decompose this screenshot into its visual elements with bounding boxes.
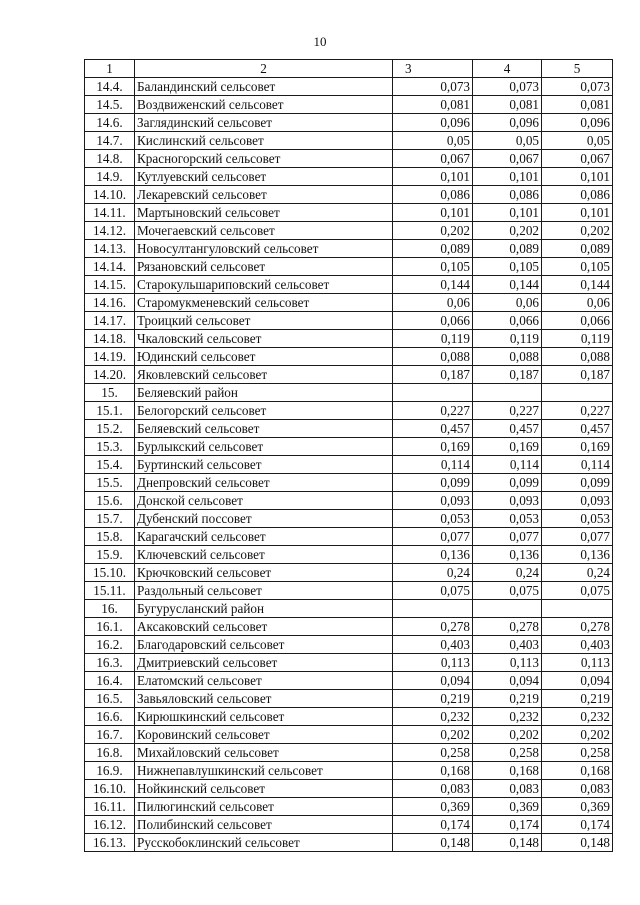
municipality-name-cell: Бурлыкский сельсовет (135, 438, 393, 456)
table-row (85, 384, 613, 402)
value-cell-col5: 0,081 (542, 96, 613, 114)
value-cell-col5: 0,105 (542, 258, 613, 276)
municipality-name-cell: Михайловский сельсовет (135, 744, 393, 762)
value-cell-col3: 0,066 (393, 312, 473, 330)
value-cell-col4: 0,067 (473, 150, 542, 168)
municipality-name-cell: Дмитриевский сельсовет (135, 654, 393, 672)
value-cell-col5: 0,403 (542, 636, 613, 654)
row-number-cell: 14.11. (85, 204, 135, 222)
value-cell-col4: 0,088 (473, 348, 542, 366)
row-number-cell: 15.4. (85, 456, 135, 474)
municipality-name-cell: Кислинский сельсовет (135, 132, 393, 150)
table-row (85, 438, 613, 456)
value-cell-col4: 0,119 (473, 330, 542, 348)
value-cell-col3: 0,06 (393, 294, 473, 312)
value-cell-col3: 0,067 (393, 150, 473, 168)
table-row (85, 150, 613, 168)
value-cell-col5: 0,101 (542, 168, 613, 186)
table-row (85, 744, 613, 762)
table-row (85, 330, 613, 348)
value-cell-col3: 0,073 (393, 78, 473, 96)
value-cell-col3: 0,258 (393, 744, 473, 762)
value-cell-col3: 0,119 (393, 330, 473, 348)
value-cell-col5: 0,136 (542, 546, 613, 564)
table-row (85, 654, 613, 672)
value-cell-col5: 0,24 (542, 564, 613, 582)
value-cell-col4: 0,114 (473, 456, 542, 474)
value-cell-col4: 0,086 (473, 186, 542, 204)
value-cell-col3: 0,219 (393, 690, 473, 708)
table-row (85, 834, 613, 852)
table-row (85, 600, 613, 618)
table-row (85, 672, 613, 690)
value-cell-col5: 0,094 (542, 672, 613, 690)
value-cell-col5: 0,174 (542, 816, 613, 834)
table-row (85, 204, 613, 222)
table-row (85, 564, 613, 582)
value-cell-col5: 0,096 (542, 114, 613, 132)
value-cell-col4: 0,094 (473, 672, 542, 690)
value-cell-col4: 0,066 (473, 312, 542, 330)
municipality-name-cell: Чкаловский сельсовет (135, 330, 393, 348)
municipality-name-cell: Днепровский сельсовет (135, 474, 393, 492)
row-number-cell: 14.9. (85, 168, 135, 186)
page-number: 10 (313, 34, 327, 49)
municipality-name-cell: Новосултангуловский сельсовет (135, 240, 393, 258)
value-cell-col4: 0,174 (473, 816, 542, 834)
value-cell-col3: 0,227 (393, 402, 473, 420)
table-row (85, 78, 613, 96)
value-cell-col5 (542, 600, 613, 618)
municipality-name-cell: Кирюшкинский сельсовет (135, 708, 393, 726)
value-cell-col4: 0,113 (473, 654, 542, 672)
value-cell-col4: 0,202 (473, 222, 542, 240)
table-row (85, 348, 613, 366)
value-cell-col4: 0,081 (473, 96, 542, 114)
value-cell-col3: 0,105 (393, 258, 473, 276)
value-cell-col4 (473, 384, 542, 402)
row-number-cell: 15.8. (85, 528, 135, 546)
municipality-name-cell: Яковлевский сельсовет (135, 366, 393, 384)
value-cell-col3: 0,113 (393, 654, 473, 672)
value-cell-col3: 0,077 (393, 528, 473, 546)
municipality-name-cell: Нойкинский сельсовет (135, 780, 393, 798)
municipality-name-cell: Баландинский сельсовет (135, 78, 393, 96)
row-number-cell: 14.16. (85, 294, 135, 312)
municipality-name-cell: Карагачский сельсовет (135, 528, 393, 546)
table-row (85, 528, 613, 546)
value-cell-col3: 0,144 (393, 276, 473, 294)
value-cell-col4: 0,219 (473, 690, 542, 708)
value-cell-col3: 0,136 (393, 546, 473, 564)
row-number-cell: 14.17. (85, 312, 135, 330)
value-cell-col5: 0,113 (542, 654, 613, 672)
municipality-name-cell: Нижнепавлушкинский сельсовет (135, 762, 393, 780)
value-cell-col5: 0,101 (542, 204, 613, 222)
table-row (85, 474, 613, 492)
municipality-name-cell: Пилюгинский сельсовет (135, 798, 393, 816)
value-cell-col3: 0,083 (393, 780, 473, 798)
row-number-cell: 15.10. (85, 564, 135, 582)
value-cell-col3: 0,403 (393, 636, 473, 654)
value-cell-col5: 0,053 (542, 510, 613, 528)
value-cell-col5: 0,144 (542, 276, 613, 294)
table-row (85, 690, 613, 708)
municipality-name-cell: Коровинский сельсовет (135, 726, 393, 744)
table-row (85, 240, 613, 258)
table-header-row (85, 60, 613, 78)
table-row (85, 546, 613, 564)
row-number-cell: 16.10. (85, 780, 135, 798)
value-cell-col3: 0,169 (393, 438, 473, 456)
value-cell-col4: 0,202 (473, 726, 542, 744)
table-row (85, 96, 613, 114)
value-cell-col3: 0,187 (393, 366, 473, 384)
row-number-cell: 14.20. (85, 366, 135, 384)
municipality-name-cell: Кутлуевский сельсовет (135, 168, 393, 186)
municipality-name-cell: Мочегаевский сельсовет (135, 222, 393, 240)
value-cell-col5: 0,169 (542, 438, 613, 456)
municipality-name-cell: Лекаревский сельсовет (135, 186, 393, 204)
row-number-cell: 16.13. (85, 834, 135, 852)
municipality-name-cell: Юдинский сельсовет (135, 348, 393, 366)
value-cell-col3: 0,168 (393, 762, 473, 780)
row-number-cell: 14.7. (85, 132, 135, 150)
row-number-cell: 16.7. (85, 726, 135, 744)
value-cell-col4: 0,101 (473, 168, 542, 186)
value-cell-col3: 0,075 (393, 582, 473, 600)
row-number-cell: 16.11. (85, 798, 135, 816)
row-number-cell: 16.1. (85, 618, 135, 636)
value-cell-col4: 0,144 (473, 276, 542, 294)
table-row (85, 294, 613, 312)
value-cell-col4: 0,169 (473, 438, 542, 456)
value-cell-col5: 0,099 (542, 474, 613, 492)
municipality-name-cell: Бугурусланский район (135, 600, 393, 618)
value-cell-col5: 0,066 (542, 312, 613, 330)
municipality-name-cell: Заглядинский сельсовет (135, 114, 393, 132)
row-number-cell: 16.2. (85, 636, 135, 654)
value-cell-col5: 0,168 (542, 762, 613, 780)
row-number-cell: 14.14. (85, 258, 135, 276)
table-row (85, 258, 613, 276)
value-cell-col3: 0,081 (393, 96, 473, 114)
column-header: 5 (542, 60, 613, 78)
table-row (85, 780, 613, 798)
value-cell-col5: 0,083 (542, 780, 613, 798)
value-cell-col4: 0,075 (473, 582, 542, 600)
municipality-name-cell: Благодаровский сельсовет (135, 636, 393, 654)
row-number-cell: 16.6. (85, 708, 135, 726)
row-number-cell: 14.13. (85, 240, 135, 258)
value-cell-col5: 0,278 (542, 618, 613, 636)
value-cell-col4: 0,187 (473, 366, 542, 384)
table-row (85, 366, 613, 384)
municipality-name-cell: Крючковский сельсовет (135, 564, 393, 582)
value-cell-col5: 0,202 (542, 222, 613, 240)
municipality-name-cell: Русскобоклинский сельсовет (135, 834, 393, 852)
value-cell-col3: 0,232 (393, 708, 473, 726)
municipality-name-cell: Рязановский сельсовет (135, 258, 393, 276)
municipality-name-cell: Донской сельсовет (135, 492, 393, 510)
table-row (85, 636, 613, 654)
table-row (85, 186, 613, 204)
table-row (85, 402, 613, 420)
value-cell-col5: 0,148 (542, 834, 613, 852)
table-row (85, 510, 613, 528)
value-cell-col5: 0,067 (542, 150, 613, 168)
row-number-cell: 16.5. (85, 690, 135, 708)
municipality-name-cell: Буртинский сельсовет (135, 456, 393, 474)
table-row (85, 708, 613, 726)
value-cell-col4: 0,06 (473, 294, 542, 312)
row-number-cell: 14.4. (85, 78, 135, 96)
municipality-name-cell: Старомукменевский сельсовет (135, 294, 393, 312)
row-number-cell: 15.7. (85, 510, 135, 528)
value-cell-col5: 0,089 (542, 240, 613, 258)
table-row (85, 456, 613, 474)
row-number-cell: 14.18. (85, 330, 135, 348)
value-cell-col3: 0,094 (393, 672, 473, 690)
value-cell-col3: 0,089 (393, 240, 473, 258)
municipality-name-cell: Белогорский сельсовет (135, 402, 393, 420)
municipality-name-cell: Воздвиженский сельсовет (135, 96, 393, 114)
value-cell-col4: 0,05 (473, 132, 542, 150)
municipality-name-cell: Раздольный сельсовет (135, 582, 393, 600)
row-number-cell: 15. (85, 384, 135, 402)
row-number-cell: 16. (85, 600, 135, 618)
row-number-cell: 14.6. (85, 114, 135, 132)
column-header: 2 (135, 60, 393, 78)
value-cell-col4: 0,148 (473, 834, 542, 852)
value-cell-col5: 0,05 (542, 132, 613, 150)
value-cell-col5: 0,227 (542, 402, 613, 420)
table-row (85, 726, 613, 744)
value-cell-col3: 0,114 (393, 456, 473, 474)
municipality-name-cell: Красногорский сельсовет (135, 150, 393, 168)
municipality-name-cell: Мартыновский сельсовет (135, 204, 393, 222)
municipality-name-cell: Троицкий сельсовет (135, 312, 393, 330)
value-cell-col3: 0,202 (393, 222, 473, 240)
value-cell-col5: 0,119 (542, 330, 613, 348)
value-cell-col4: 0,278 (473, 618, 542, 636)
value-cell-col5: 0,457 (542, 420, 613, 438)
value-cell-col4: 0,073 (473, 78, 542, 96)
value-cell-col3: 0,148 (393, 834, 473, 852)
column-header: 3 (393, 60, 473, 78)
row-number-cell: 16.3. (85, 654, 135, 672)
value-cell-col4: 0,053 (473, 510, 542, 528)
table-row (85, 816, 613, 834)
table-row (85, 582, 613, 600)
row-number-cell: 15.1. (85, 402, 135, 420)
value-cell-col3: 0,202 (393, 726, 473, 744)
value-cell-col5: 0,093 (542, 492, 613, 510)
value-cell-col4: 0,227 (473, 402, 542, 420)
value-cell-col5: 0,219 (542, 690, 613, 708)
table-row (85, 798, 613, 816)
value-cell-col4: 0,168 (473, 762, 542, 780)
value-cell-col3: 0,457 (393, 420, 473, 438)
municipality-name-cell: Елатомский сельсовет (135, 672, 393, 690)
value-cell-col3 (393, 600, 473, 618)
value-cell-col4: 0,24 (473, 564, 542, 582)
value-cell-col4: 0,083 (473, 780, 542, 798)
row-number-cell: 16.12. (85, 816, 135, 834)
value-cell-col5: 0,187 (542, 366, 613, 384)
value-cell-col5: 0,114 (542, 456, 613, 474)
table-row (85, 132, 613, 150)
value-cell-col5: 0,202 (542, 726, 613, 744)
municipality-name-cell: Старокульшариповский сельсовет (135, 276, 393, 294)
table-row (85, 492, 613, 510)
municipality-name-cell: Беляевский сельсовет (135, 420, 393, 438)
value-cell-col4: 0,403 (473, 636, 542, 654)
value-cell-col4: 0,232 (473, 708, 542, 726)
value-cell-col3: 0,101 (393, 204, 473, 222)
row-number-cell: 16.8. (85, 744, 135, 762)
row-number-cell: 14.19. (85, 348, 135, 366)
row-number-cell: 14.10. (85, 186, 135, 204)
data-table (84, 59, 613, 852)
value-cell-col5: 0,073 (542, 78, 613, 96)
table-row (85, 762, 613, 780)
row-number-cell: 15.6. (85, 492, 135, 510)
value-cell-col4 (473, 600, 542, 618)
row-number-cell: 16.4. (85, 672, 135, 690)
value-cell-col5 (542, 384, 613, 402)
municipality-name-cell: Ключевский сельсовет (135, 546, 393, 564)
column-header: 4 (473, 60, 542, 78)
value-cell-col4: 0,093 (473, 492, 542, 510)
row-number-cell: 15.5. (85, 474, 135, 492)
value-cell-col4: 0,077 (473, 528, 542, 546)
value-cell-col3: 0,096 (393, 114, 473, 132)
table-row (85, 420, 613, 438)
value-cell-col4: 0,101 (473, 204, 542, 222)
table-row (85, 168, 613, 186)
value-cell-col5: 0,077 (542, 528, 613, 546)
value-cell-col5: 0,088 (542, 348, 613, 366)
value-cell-col4: 0,258 (473, 744, 542, 762)
value-cell-col5: 0,06 (542, 294, 613, 312)
value-cell-col3 (393, 384, 473, 402)
municipality-name-cell: Аксаковский сельсовет (135, 618, 393, 636)
value-cell-col5: 0,369 (542, 798, 613, 816)
value-cell-col3: 0,05 (393, 132, 473, 150)
row-number-cell: 14.8. (85, 150, 135, 168)
value-cell-col4: 0,457 (473, 420, 542, 438)
table-row (85, 618, 613, 636)
value-cell-col5: 0,258 (542, 744, 613, 762)
row-number-cell: 15.9. (85, 546, 135, 564)
value-cell-col5: 0,075 (542, 582, 613, 600)
row-number-cell: 15.11. (85, 582, 135, 600)
municipality-name-cell: Беляевский район (135, 384, 393, 402)
municipality-name-cell: Полибинский сельсовет (135, 816, 393, 834)
value-cell-col3: 0,101 (393, 168, 473, 186)
value-cell-col4: 0,089 (473, 240, 542, 258)
value-cell-col3: 0,093 (393, 492, 473, 510)
row-number-cell: 14.5. (85, 96, 135, 114)
table-row (85, 222, 613, 240)
value-cell-col5: 0,086 (542, 186, 613, 204)
value-cell-col3: 0,174 (393, 816, 473, 834)
value-cell-col3: 0,369 (393, 798, 473, 816)
value-cell-col4: 0,136 (473, 546, 542, 564)
municipality-name-cell: Завьяловский сельсовет (135, 690, 393, 708)
row-number-cell: 16.9. (85, 762, 135, 780)
value-cell-col3: 0,088 (393, 348, 473, 366)
table-row (85, 276, 613, 294)
value-cell-col4: 0,369 (473, 798, 542, 816)
table-row (85, 114, 613, 132)
value-cell-col4: 0,096 (473, 114, 542, 132)
table-row (85, 312, 613, 330)
value-cell-col3: 0,086 (393, 186, 473, 204)
row-number-cell: 15.2. (85, 420, 135, 438)
column-header: 1 (85, 60, 135, 78)
value-cell-col3: 0,099 (393, 474, 473, 492)
row-number-cell: 15.3. (85, 438, 135, 456)
value-cell-col5: 0,232 (542, 708, 613, 726)
row-number-cell: 14.15. (85, 276, 135, 294)
value-cell-col4: 0,105 (473, 258, 542, 276)
value-cell-col3: 0,24 (393, 564, 473, 582)
value-cell-col4: 0,099 (473, 474, 542, 492)
value-cell-col3: 0,278 (393, 618, 473, 636)
municipality-name-cell: Дубенский поссовет (135, 510, 393, 528)
value-cell-col3: 0,053 (393, 510, 473, 528)
row-number-cell: 14.12. (85, 222, 135, 240)
